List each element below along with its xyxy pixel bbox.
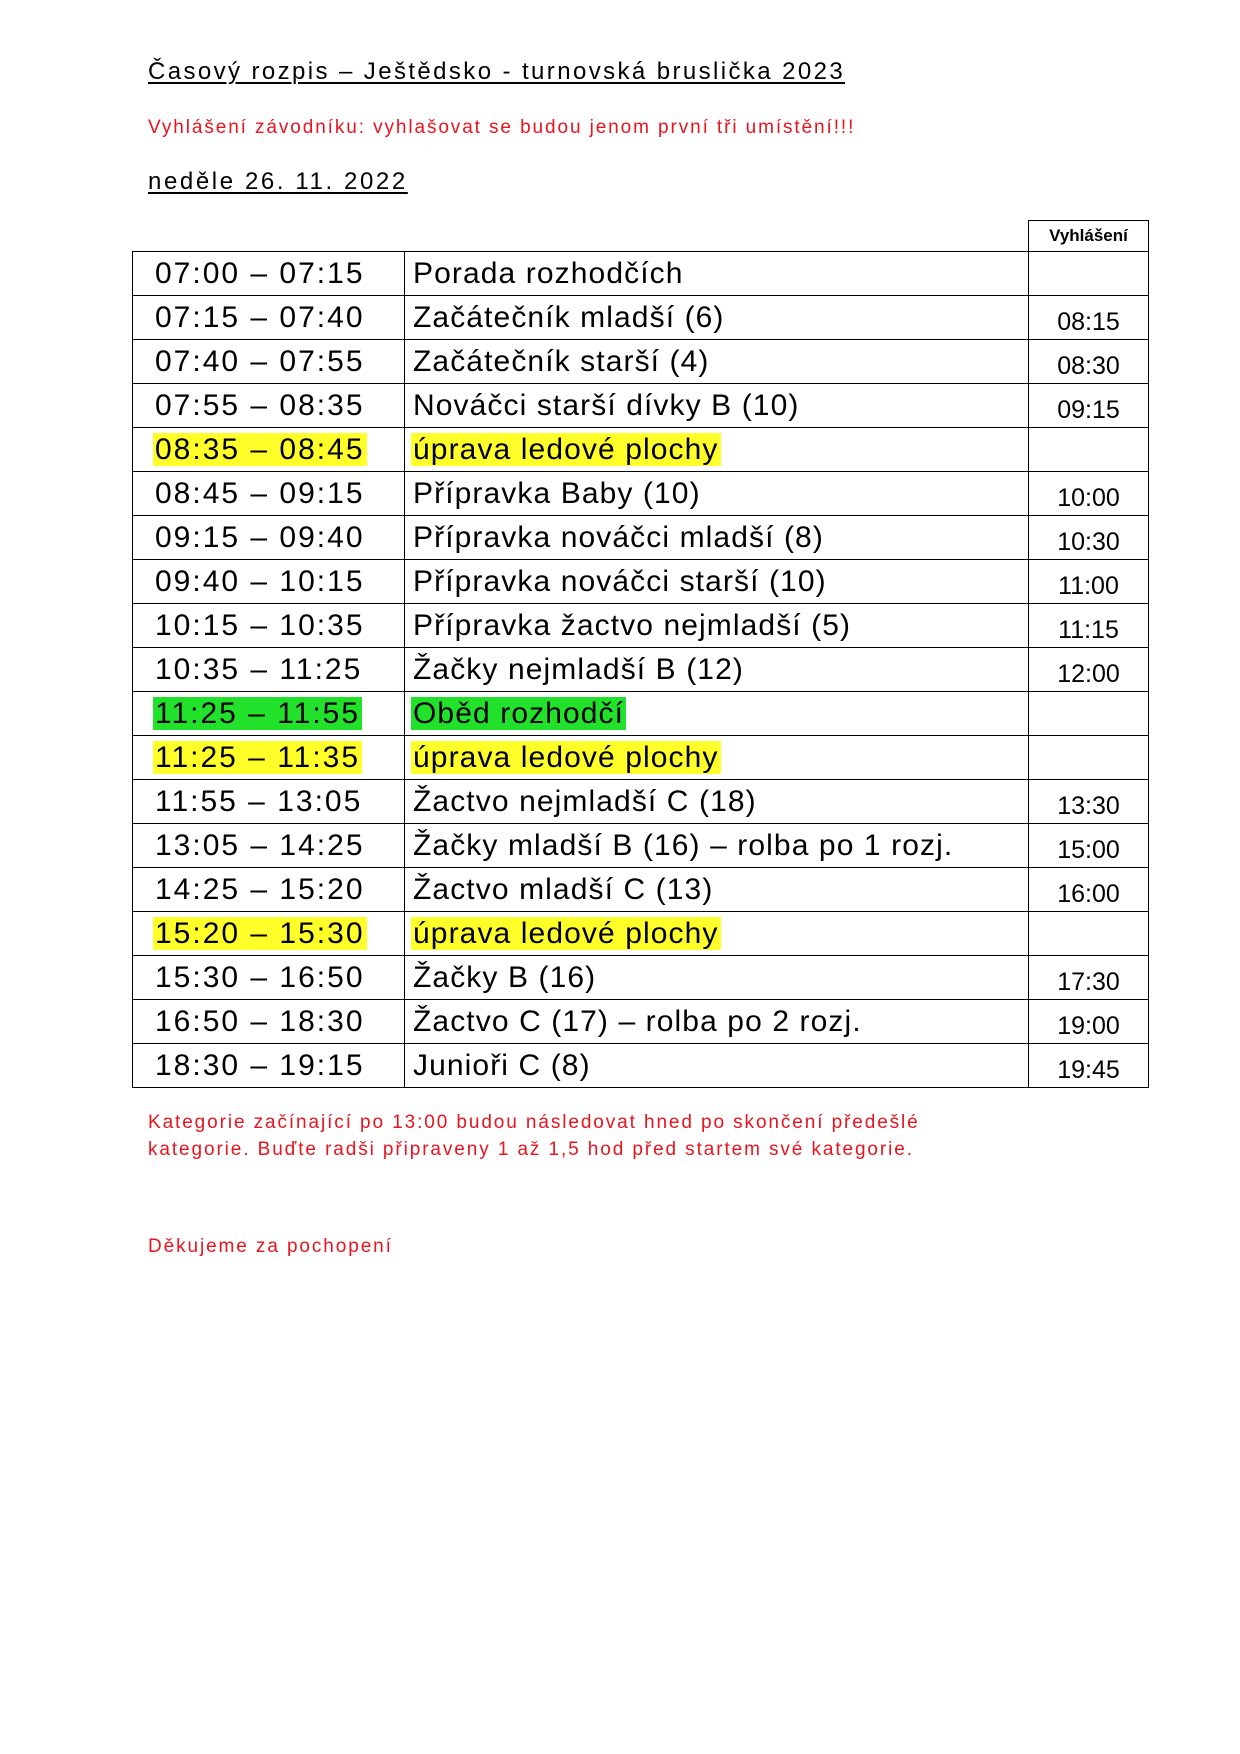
schedule-time-cell	[133, 296, 405, 340]
schedule-category: Žactvo nejmladší C (18)	[413, 784, 757, 818]
thanks-note: Děkujeme za pochopení	[148, 1236, 393, 1257]
schedule-time-cell	[133, 692, 405, 736]
footnote	[148, 1109, 1148, 1163]
schedule-time: 10:35 – 11:25	[155, 652, 363, 686]
schedule-category-cell	[405, 780, 1029, 824]
schedule-category-cell	[405, 956, 1029, 1000]
schedule-announcement-time: 10:30	[1029, 516, 1149, 560]
schedule-row	[133, 912, 1149, 956]
schedule-time: 10:15 – 10:35	[155, 608, 365, 642]
schedule-row	[133, 340, 1149, 384]
schedule-category: Přípravka nováčci starší (10)	[413, 564, 827, 598]
schedule-category-cell	[405, 428, 1029, 472]
schedule-time-cell	[133, 912, 405, 956]
schedule-category: Začátečník mladší (6)	[413, 300, 725, 334]
schedule-time: 07:15 – 07:40	[155, 300, 365, 334]
schedule-category: Přípravka žactvo nejmladší (5)	[413, 608, 852, 642]
schedule-announcement-time: 11:15	[1029, 604, 1149, 648]
schedule-category: Žactvo C (17) – rolba po 2 rozj.	[413, 1004, 862, 1038]
schedule-time-cell	[133, 956, 405, 1000]
schedule-time-cell	[133, 252, 405, 296]
schedule-time-cell	[133, 384, 405, 428]
schedule-time: 08:45 – 09:15	[155, 476, 365, 510]
schedule-time-cell	[133, 604, 405, 648]
schedule-table	[132, 220, 1149, 1088]
schedule-announcement-time: 11:00	[1029, 560, 1149, 604]
schedule-row	[133, 604, 1149, 648]
schedule-row	[133, 560, 1149, 604]
schedule-category-cell	[405, 824, 1029, 868]
schedule-row	[133, 296, 1149, 340]
schedule-time: 11:25 – 11:35	[155, 740, 361, 774]
time-column-header	[133, 221, 405, 252]
schedule-time-cell	[133, 472, 405, 516]
document-title: Časový rozpis – Ještědsko - turnovská bruslička 2023	[148, 58, 846, 85]
schedule-time: 13:05 – 14:25	[155, 828, 365, 862]
schedule-row	[133, 868, 1149, 912]
schedule-row	[133, 428, 1149, 472]
schedule-category: Žačky nejmladší B (12)	[413, 652, 744, 686]
schedule-announcement-time	[1029, 692, 1149, 736]
schedule-row	[133, 252, 1149, 296]
schedule-time: 09:40 – 10:15	[155, 564, 365, 598]
schedule-category-cell	[405, 604, 1029, 648]
schedule-time-cell	[133, 340, 405, 384]
schedule-category-cell	[405, 912, 1029, 956]
schedule-row	[133, 780, 1149, 824]
schedule-category: Nováčci starší dívky B (10)	[413, 388, 800, 422]
schedule-row	[133, 956, 1149, 1000]
schedule-category-cell	[405, 252, 1029, 296]
announcement-column-header: Vyhlášení	[1029, 221, 1149, 252]
schedule-category-cell	[405, 472, 1029, 516]
schedule-category-cell	[405, 1044, 1029, 1088]
schedule-category-cell	[405, 692, 1029, 736]
schedule-time: 09:15 – 09:40	[155, 520, 365, 554]
schedule-time: 14:25 – 15:20	[155, 872, 365, 906]
schedule-announcement-time	[1029, 428, 1149, 472]
schedule-time: 15:30 – 16:50	[155, 960, 365, 994]
schedule-time-cell	[133, 1044, 405, 1088]
schedule-row	[133, 516, 1149, 560]
schedule-body	[133, 252, 1149, 1088]
schedule-time-cell	[133, 560, 405, 604]
schedule-time-cell	[133, 868, 405, 912]
schedule-announcement-time: 17:30	[1029, 956, 1149, 1000]
schedule-announcement-time: 15:00	[1029, 824, 1149, 868]
schedule-announcement-time: 08:30	[1029, 340, 1149, 384]
schedule-row	[133, 1000, 1149, 1044]
schedule-row	[133, 384, 1149, 428]
schedule-category: Oběd rozhodčí	[413, 696, 625, 730]
schedule-announcement-time: 10:00	[1029, 472, 1149, 516]
schedule-category: úprava ledové plochy	[413, 740, 719, 774]
schedule-announcement-time: 08:15	[1029, 296, 1149, 340]
schedule-announcement-time: 12:00	[1029, 648, 1149, 692]
schedule-time-cell	[133, 780, 405, 824]
schedule-time-cell	[133, 516, 405, 560]
schedule-category: Žactvo mladší C (13)	[413, 872, 714, 906]
schedule-time-cell	[133, 736, 405, 780]
schedule-announcement-time: 13:30	[1029, 780, 1149, 824]
schedule-row	[133, 824, 1149, 868]
schedule-row	[133, 1044, 1149, 1088]
schedule-time: 07:55 – 08:35	[155, 388, 365, 422]
schedule-category: Porada rozhodčích	[413, 256, 684, 290]
schedule-time: 11:25 – 11:55	[155, 696, 361, 730]
schedule-category-cell	[405, 384, 1029, 428]
schedule-header-row	[133, 221, 1149, 252]
announcement-notice: Vyhlášení závodníku: vyhlašovat se budou jenom první tři umístění!!!	[148, 117, 856, 138]
schedule-category: Žačky B (16)	[413, 960, 597, 994]
schedule-time-cell	[133, 824, 405, 868]
schedule-announcement-time	[1029, 736, 1149, 780]
schedule-category-cell	[405, 516, 1029, 560]
schedule-category-cell	[405, 868, 1029, 912]
schedule-category: Přípravka nováčci mladší (8)	[413, 520, 824, 554]
schedule-category-cell	[405, 648, 1029, 692]
schedule-row	[133, 736, 1149, 780]
footnote-line: Kategorie začínající po 13:00 budou následovat hned po skončení předešlé	[148, 1112, 920, 1133]
schedule-time: 07:40 – 07:55	[155, 344, 365, 378]
schedule-category: Junioři C (8)	[413, 1048, 591, 1082]
schedule-category: úprava ledové plochy	[413, 916, 719, 950]
schedule-row	[133, 648, 1149, 692]
schedule-row	[133, 692, 1149, 736]
schedule-time: 11:55 – 13:05	[155, 784, 363, 818]
schedule-time-cell	[133, 648, 405, 692]
schedule-announcement-time: 16:00	[1029, 868, 1149, 912]
event-date: neděle 26. 11. 2022	[148, 168, 408, 195]
schedule-announcement-time: 19:00	[1029, 1000, 1149, 1044]
schedule-time: 07:00 – 07:15	[155, 256, 365, 290]
schedule-time-cell	[133, 1000, 405, 1044]
schedule-time: 15:20 – 15:30	[155, 916, 365, 950]
schedule-category: Žačky mladší B (16) – rolba po 1 rozj.	[413, 828, 954, 862]
schedule-category-cell	[405, 1000, 1029, 1044]
schedule-announcement-time: 09:15	[1029, 384, 1149, 428]
category-column-header	[405, 221, 1029, 252]
schedule-category-cell	[405, 296, 1029, 340]
footnote-line: kategorie. Buďte radši připraveny 1 až 1,5 hod před startem své kategorie.	[148, 1139, 914, 1160]
schedule-category: Začátečník starší (4)	[413, 344, 710, 378]
schedule-announcement-time	[1029, 912, 1149, 956]
schedule-time: 08:35 – 08:45	[155, 432, 365, 466]
schedule-category-cell	[405, 560, 1029, 604]
schedule-category-cell	[405, 340, 1029, 384]
schedule-time: 18:30 – 19:15	[155, 1048, 365, 1082]
schedule-time-cell	[133, 428, 405, 472]
schedule-announcement-time: 19:45	[1029, 1044, 1149, 1088]
schedule-category: Přípravka Baby (10)	[413, 476, 701, 510]
schedule-announcement-time	[1029, 252, 1149, 296]
schedule-time: 16:50 – 18:30	[155, 1004, 365, 1038]
schedule-category-cell	[405, 736, 1029, 780]
schedule-row	[133, 472, 1149, 516]
schedule-category: úprava ledové plochy	[413, 432, 719, 466]
